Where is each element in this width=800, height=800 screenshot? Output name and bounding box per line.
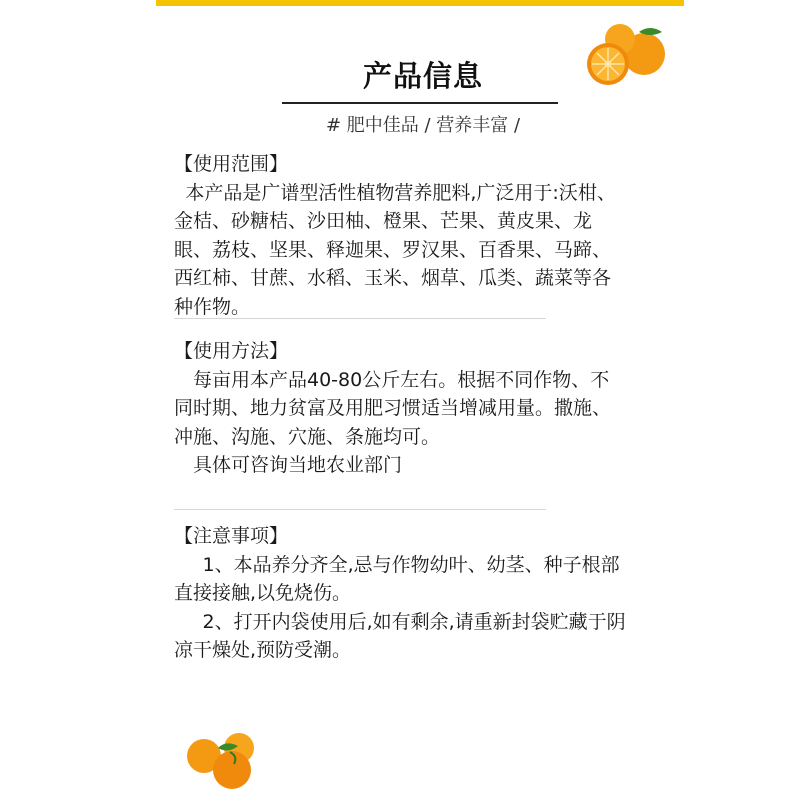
usage-scope-section xyxy=(174,150,694,321)
orange-fruit-icon xyxy=(184,730,264,792)
usage-method-section xyxy=(174,337,694,480)
text-line: 冲施、沟施、穴施、条施均可。 xyxy=(174,425,441,448)
text-line: 种作物。 xyxy=(174,295,251,318)
section-divider xyxy=(174,509,546,510)
page-subtitle: # 肥中佳品 / 营养丰富 / xyxy=(325,115,521,136)
text-line: 眼、荔枝、坚果、释迦果、罗汉果、百香果、马蹄、 xyxy=(174,238,612,261)
text-line: 凉干燥处,预防受潮。 xyxy=(174,639,352,661)
notes-section xyxy=(174,522,694,665)
text-line: 金桔、砂糖桔、沙田柚、橙果、芒果、黄皮果、龙 xyxy=(174,210,593,232)
title-underline xyxy=(282,102,558,104)
text-line: 西红柿、甘蔗、水稻、玉米、烟草、瓜类、蔬菜等各 xyxy=(174,267,612,289)
section-heading: 【使用范围】 xyxy=(174,153,289,175)
page-title: 产品信息 xyxy=(362,59,483,93)
section-divider xyxy=(174,318,546,319)
section-heading: 【使用方法】 xyxy=(174,340,289,362)
section-heading: 【注意事项】 xyxy=(174,525,289,547)
text-line: 2、打开内袋使用后,如有剩余,请重新封袋贮藏于阴 xyxy=(202,610,626,633)
text-line: 1、本品养分齐全,忌与作物幼叶、幼茎、种子根部 xyxy=(202,553,620,576)
text-line: 具体可咨询当地农业部门 xyxy=(193,454,403,476)
text-line: 每亩用本产品40-80公斤左右。根据不同作物、不 xyxy=(193,368,610,391)
text-line: 直接接触,以免烧伤。 xyxy=(174,582,352,604)
text-line: 同时期、地力贫富及用肥习惯适当增减用量。撒施、 xyxy=(174,397,612,419)
top-accent-bar xyxy=(156,0,684,6)
text-line: 本产品是广谱型活性植物营养肥料,广泛用于:沃柑、 xyxy=(185,181,616,204)
